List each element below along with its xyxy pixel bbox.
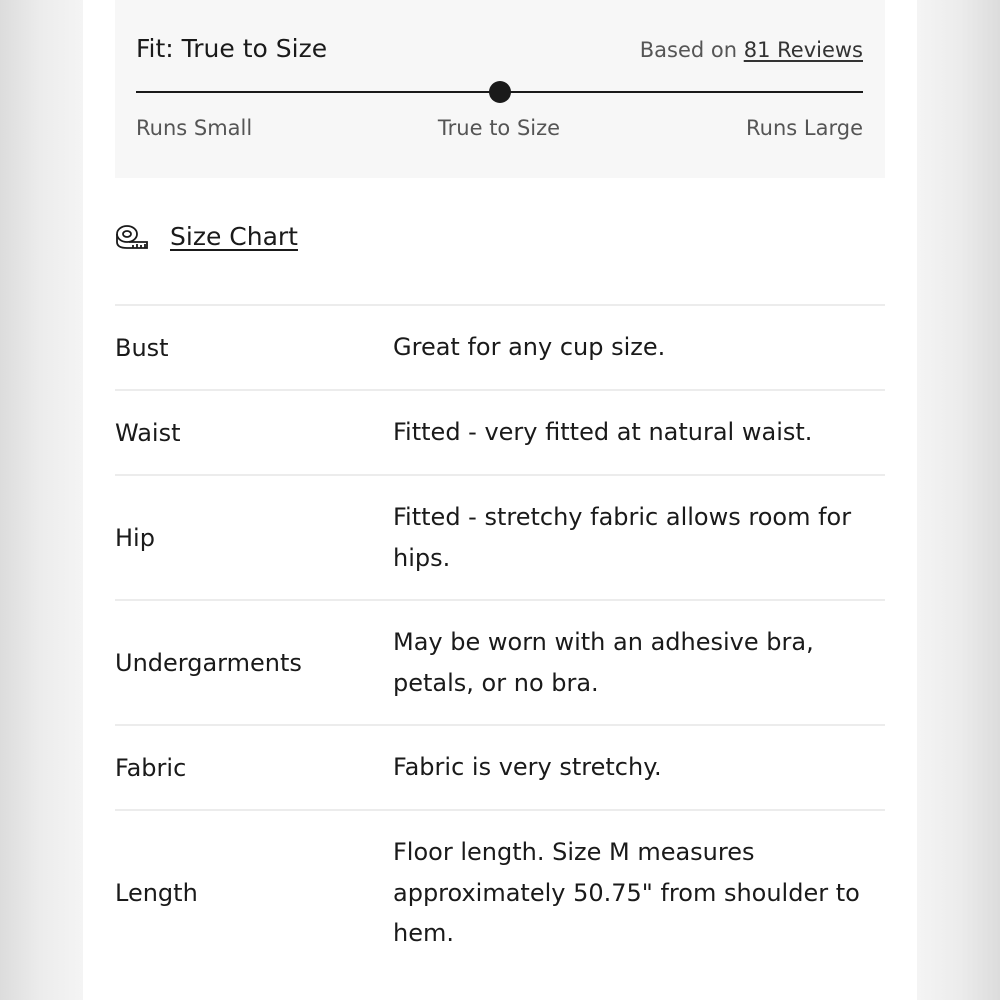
fit-title: Fit: True to Size (136, 34, 328, 63)
detail-row-waist (115, 389, 885, 474)
detail-value: May be worn with an adhesive bra, petals, or no bra. (393, 628, 814, 697)
reviews-link[interactable]: 81 Reviews (743, 38, 863, 62)
fit-section (115, 0, 885, 178)
detail-row-undergarments (115, 599, 885, 724)
detail-label: Hip (115, 523, 155, 552)
detail-value: Fabric is very stretchy. (393, 753, 662, 782)
fit-scale-track (136, 91, 863, 93)
detail-label: Undergarments (115, 648, 302, 677)
detail-value: Floor length. Size M measures approximately 50.75" from shoulder to hem. (393, 838, 860, 948)
detail-value: Fitted - very fitted at natural waist. (393, 418, 813, 447)
fit-label-true-to-size: True to Size (437, 116, 561, 140)
fit-label-runs-large: Runs Large (746, 116, 863, 140)
product-details-panel (83, 0, 917, 1000)
based-on-text: Based on (639, 38, 738, 62)
detail-row-hip (115, 474, 885, 599)
detail-row-fabric (115, 724, 885, 809)
size-chart-label: Size Chart (170, 222, 298, 251)
detail-value: Fitted - stretchy fabric allows room for hips. (393, 503, 852, 572)
fit-scale-indicator (489, 81, 511, 103)
fit-label-runs-small: Runs Small (136, 116, 253, 140)
detail-row-bust (115, 304, 885, 389)
size-chart-link[interactable] (115, 222, 298, 251)
detail-value: Great for any cup size. (393, 333, 666, 362)
fit-reviews-summary (640, 38, 863, 62)
fit-details-table (115, 304, 885, 975)
detail-label: Length (115, 879, 198, 907)
detail-label: Fabric (115, 753, 187, 782)
measuring-tape-icon (115, 223, 149, 251)
detail-label: Waist (115, 418, 181, 447)
detail-label: Bust (115, 333, 169, 362)
detail-row-length (115, 809, 885, 975)
